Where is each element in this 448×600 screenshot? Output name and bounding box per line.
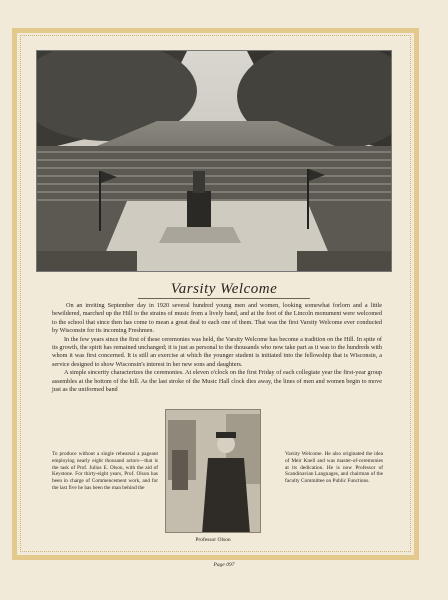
article-title: Varsity Welcome (170, 281, 278, 297)
body-paragraph: In the few years since the first of these ceremonies was held, the Varsity Welcome has become a tradition on the Hill. In spite of its growth, the spirit has remained unchanged; it is just as personal to the thousands who now take part as it was to the hundreds with whom it was first concerned. It is still an exercise at which the younger student is initiated into the fellowship that is Wisconsin, a service designed to show Wisconsin's interest in her new sons and daughters. (52, 335, 382, 368)
sidebar-left-text: To produce without a single rehearsal a pageant employing nearly eight thousand actors—that is the task of Prof. Julius E. Olson, with the aid of Keystone. For thirty-eight years, Prof. Olson has been in charge of Commencement work, and for the last five he has been the man behind the (52, 451, 158, 491)
ceremony-photograph (36, 50, 392, 272)
portrait-caption: Professor Olson (195, 537, 231, 543)
page-number: Page 097 (213, 562, 235, 568)
article-body (52, 302, 382, 394)
title-divider (138, 298, 310, 299)
body-paragraph: On an inviting September day in 1920 several hundred young men and women, looking somewhat forlorn and a little bewildered, marched up the Hill to the strains of music from a lively band, and at the foot of the Lincoln monument were welcomed to the school that since then has come to mean a great deal to each one of them. That was the first Varsity Welcome ever conducted by Wisconsin for its incoming Freshmen. (52, 302, 382, 335)
body-paragraph: A simple sincerity characterizes the ceremonies. At eleven o'clock on the first Friday of each collegiate year the first-year group assembles at the bottom of the hill. As the last stroke of the Music Hall clock dies away, the lines of men and women begin to move just as the uniformed band (52, 369, 382, 394)
sidebar-right-text: Varsity Welcome. He also originated the idea of Meir Knell and was master-of-ceremonies at its dedication. He is now Professor of Scandinavian Languages, and chairman of the faculty Committee on Public Functions. (285, 451, 383, 485)
professor-portrait (165, 409, 261, 533)
